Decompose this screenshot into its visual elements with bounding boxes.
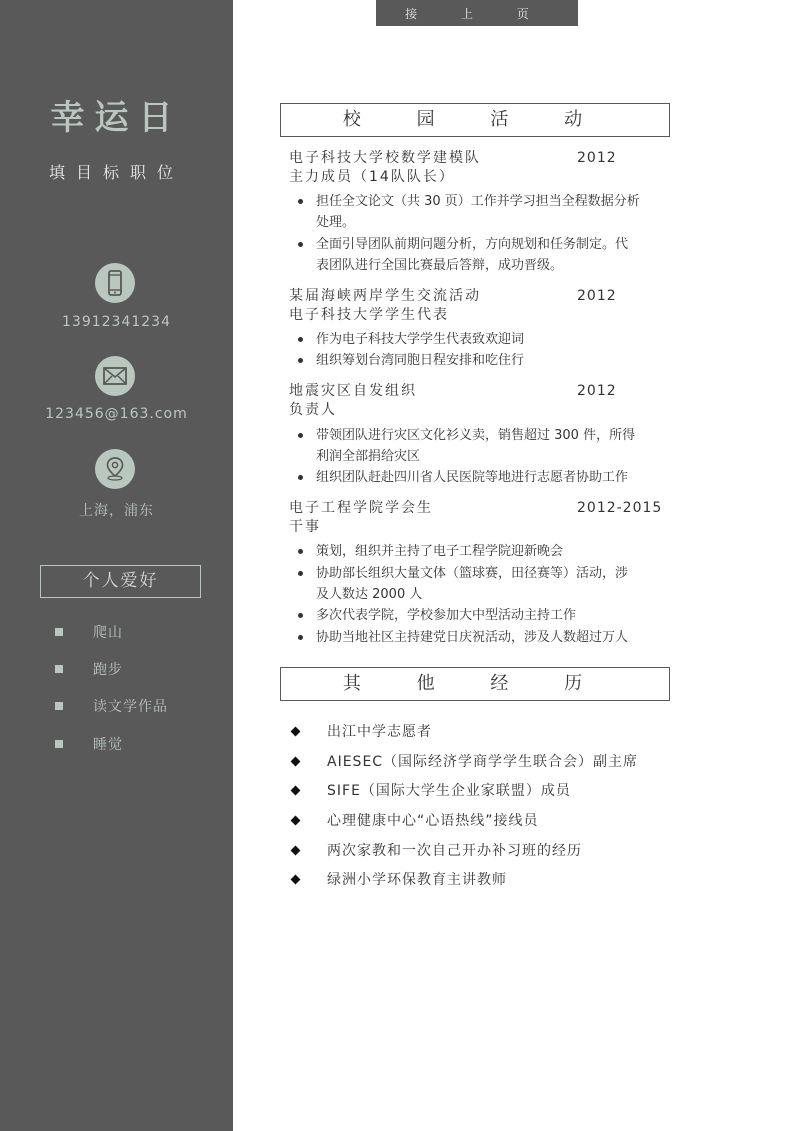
bullet-item: 组织团队赶赴四川省人民医院等地进行志愿者协助工作 [298,467,668,488]
other-item: 出江中学志愿者 [292,721,432,741]
target-position: 填目标职位 [48,163,184,182]
bullet-item: 带领团队进行灾区文化衫义卖，销售超过 300 件，所得 利润全部捐给灾区 [298,425,668,467]
bullet-dot-icon [298,358,303,363]
candidate-name: 幸运日 [50,98,183,138]
diamond-bullet-icon [291,756,301,766]
diamond-bullet-icon [291,785,301,795]
entry-header [289,149,669,187]
bullet-item: 多次代表学院，学校参加大中型活动主持工作 [298,605,668,626]
entry-org: 电子科技大学校数学建模队 [289,150,481,166]
bullet-dot-icon [298,242,303,247]
other-experience-title: 其 他 经 历 [280,667,670,701]
square-bullet-icon [55,628,63,636]
bullet-dot-icon [298,337,303,342]
bullet-item: 协助当地社区主持建党日庆祝活动，涉及人数超过万人 [298,627,668,648]
entry-org: 某届海峡两岸学生交流活动 [289,288,481,304]
other-item: 两次家教和一次自己开办补习班的经历 [292,840,582,860]
entry-role: 主力成员（14队队长） [289,169,455,185]
entry-header [289,499,669,537]
bullet-item: 协助部长组织大量文体（篮球赛，田径赛等）活动，涉 及人数达 2000 人 [298,563,668,605]
bullet-item: 组织筹划台湾同胞日程安排和吃住行 [298,350,668,371]
diamond-bullet-icon [291,726,301,736]
bullet-item: 担任全文论文（共 30 页）工作并学习担当全程数据分析 处理。 [298,191,668,233]
square-bullet-icon [55,665,63,673]
square-bullet-icon [55,702,63,710]
entry-role: 电子科技大学学生代表 [289,307,449,323]
bullet-dot-icon [298,635,303,640]
phone-icon [95,263,135,303]
entry-header [289,287,669,325]
entry-header [289,382,669,420]
bullet-dot-icon [298,475,303,480]
diamond-bullet-icon [291,815,301,825]
bullet-dot-icon [298,199,303,204]
hobby-item: 爬山 [55,622,123,642]
bullet-dot-icon [298,613,303,618]
entry-year: 2012 [577,150,617,166]
diamond-bullet-icon [291,874,301,884]
entry-org: 地震灾区自发组织 [289,383,417,399]
bullet-dot-icon [298,549,303,554]
square-bullet-icon [55,740,63,748]
bullet-dot-icon [298,571,303,576]
entry-role: 干事 [289,519,321,535]
hobby-item: 跑步 [55,659,123,679]
other-item: SIFE（国际大学生企业家联盟）成员 [292,780,571,800]
location-pin-icon [95,449,135,489]
bullet-dot-icon [298,433,303,438]
location-text: 上海，浦东 [79,503,154,519]
entry-year: 2012 [577,288,617,304]
bullet-item: 作为电子科技大学学生代表致欢迎词 [298,329,668,350]
mail-icon [95,356,135,396]
hobby-item: 读文学作品 [55,696,168,716]
bullet-item: 全面引导团队前期问题分析，方向规划和任务制定。代 表团队进行全国比赛最后答辩，成功晋级。 [298,234,668,276]
phone-number: 13912341234 [62,314,171,330]
bullet-item: 策划，组织并主持了电子工程学院迎新晚会 [298,541,668,562]
hobbies-title: 个人爱好 [40,565,201,598]
other-item: 心理健康中心“心语热线”接线员 [292,810,539,830]
entry-role: 负责人 [289,402,337,418]
entry-org: 电子工程学院学会生 [289,500,433,516]
campus-activities-title: 校 园 活 动 [280,103,670,137]
hobby-item: 睡觉 [55,734,123,754]
other-item: 绿洲小学环保教育主讲教师 [292,869,507,889]
entry-year: 2012-2015 [577,500,663,516]
continued-page-tab: 接 上 页 [376,0,578,26]
entry-year: 2012 [577,383,617,399]
email-address: 123456@163.com [45,406,188,422]
other-item: AIESEC（国际经济学商学学生联合会）副主席 [292,751,638,771]
diamond-bullet-icon [291,845,301,855]
